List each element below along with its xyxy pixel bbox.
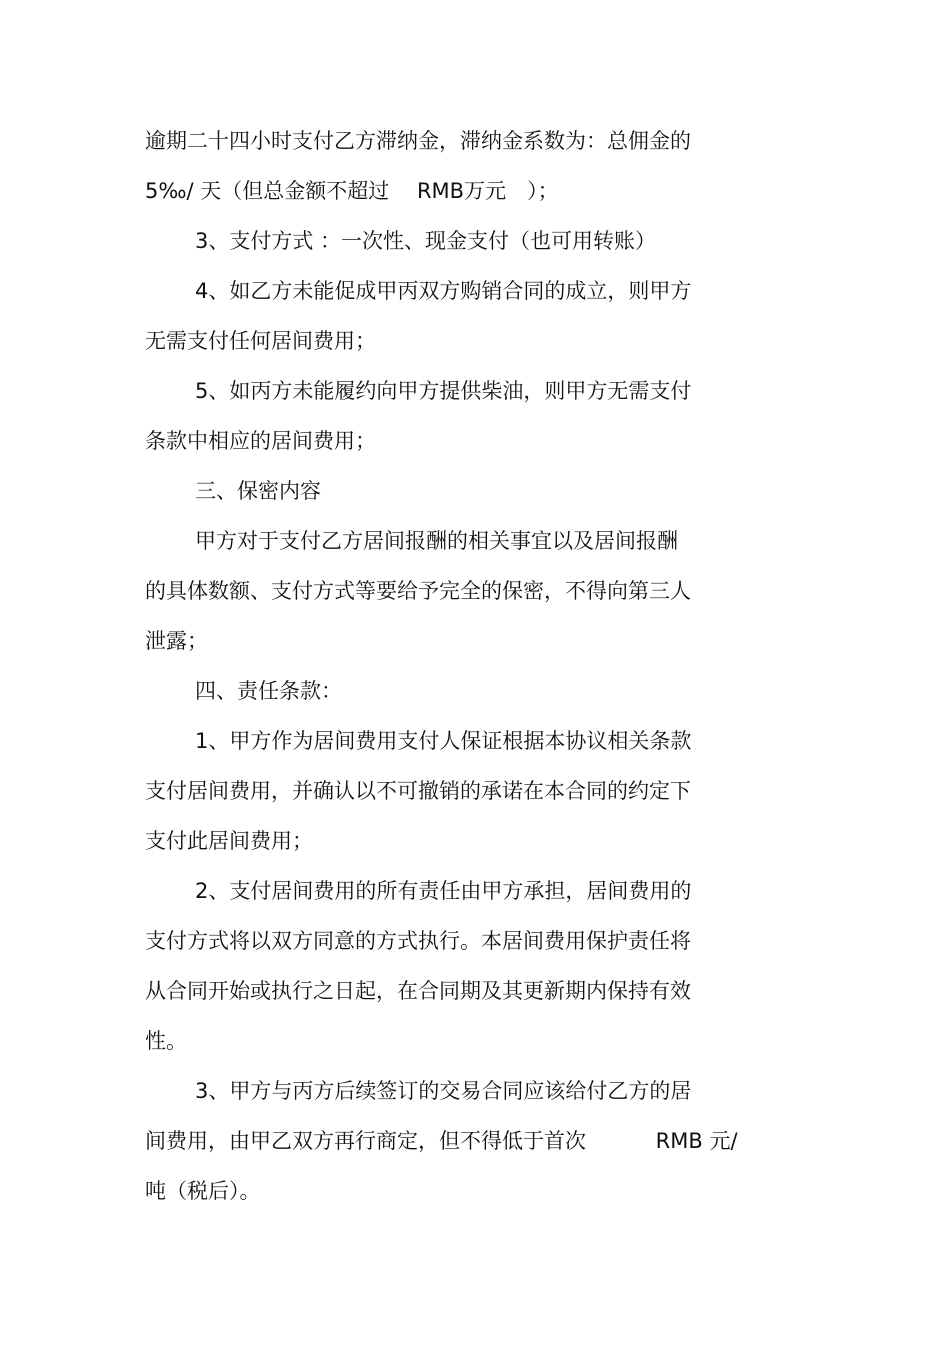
text-line: 从合同开始或执行之日起，在合同期及其更新期内保持有效	[145, 979, 691, 1003]
text-line: 2、支付居间费用的所有责任由甲方承担，居间费用的	[195, 879, 692, 903]
text-line: 3、支付方式 ：一次性、现金支付（也可用转账）	[195, 229, 657, 253]
section-heading: 四、责任条款：	[195, 679, 342, 703]
text-line: 4、如乙方未能促成甲丙双方购销合同的成立，则甲方	[195, 279, 692, 303]
text-line: 5、如丙方未能履约向甲方提供柴油，则甲方无需支付	[195, 379, 692, 403]
text-line: 吨（税后）。	[145, 1179, 261, 1203]
text-line: 的具体数额、支付方式等要给予完全的保密，不得向第三人	[145, 579, 691, 603]
text-line: 支付此居间费用；	[145, 829, 313, 853]
text-line: 支付居间费用，并确认以不可撤销的承诺在本合同的约定下	[145, 779, 691, 803]
text-line: 泄露；	[145, 629, 208, 653]
text-line: 无需支付任何居间费用；	[145, 329, 376, 353]
text-line: 3、甲方与丙方后续签订的交易合同应该给付乙方的居	[195, 1079, 692, 1103]
section-heading: 三、保密内容	[195, 479, 321, 503]
text-line: 逾期二十四小时支付乙方滞纳金，滞纳金系数为：总佣金的	[145, 129, 691, 153]
text-line: 1、甲方作为居间费用支付人保证根据本协议相关条款	[195, 729, 692, 753]
text-line: 条款中相应的居间费用；	[145, 429, 376, 453]
text-line: 性。	[145, 1029, 187, 1053]
text-line: 支付方式将以双方同意的方式执行。本居间费用保护责任将	[145, 929, 691, 953]
text-line: 5‰/ 天（但总金额不超过 RMB万元 ）；	[145, 179, 559, 203]
text-line: 甲方对于支付乙方居间报酬的相关事宜以及居间报酬	[195, 529, 678, 553]
text-line: 间费用，由甲乙双方再行商定，但不得低于首次 RMB 元/	[145, 1129, 738, 1153]
